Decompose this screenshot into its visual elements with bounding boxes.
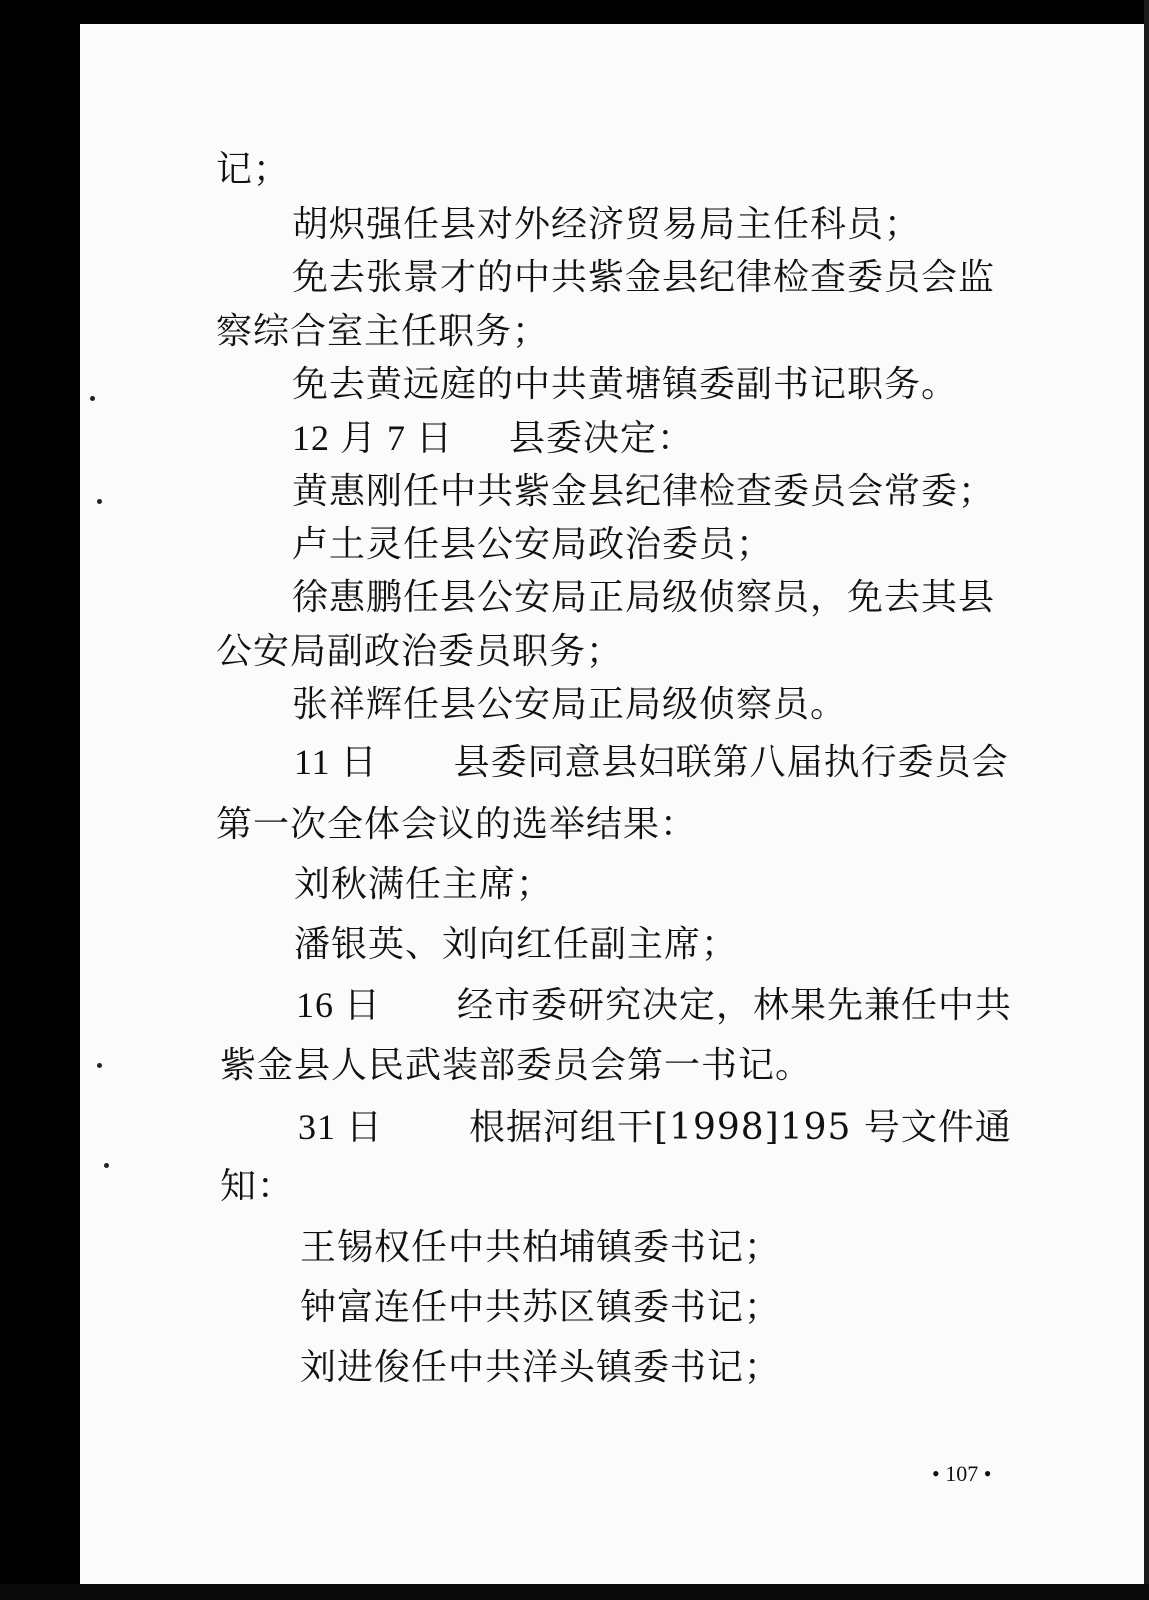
text-line: 第一次全体会议的选举结果：: [216, 804, 698, 845]
scan-speck: [90, 396, 95, 401]
text-line: 紫金县人民武装部委员会第一书记。: [220, 1045, 813, 1086]
dated-entry: [292, 418, 694, 459]
entry-date: 11 日: [294, 742, 378, 782]
scan-edge-right: [1144, 0, 1149, 1600]
text-line: 免去张景才的中共紫金县纪律检查委员会监: [292, 257, 996, 298]
scan-speck: [104, 1163, 109, 1168]
entry-text: 县委同意县妇联第八届执行委员会: [453, 742, 1009, 783]
page-number: • 107 •: [932, 1461, 992, 1486]
text-line: 察综合室主任职务；: [216, 311, 550, 352]
text-line: 钟富连任中共苏区镇委书记；: [300, 1287, 782, 1328]
entry-date: 16 日: [296, 985, 382, 1025]
text-line: 王锡权任中共柏埔镇委书记；: [300, 1227, 782, 1268]
entry-text: 根据河组干[1998]195 号文件通: [469, 1107, 1012, 1148]
text-line: 卢土灵任县公安局政治委员；: [292, 524, 774, 565]
text-line: 潘银英、刘向红任副主席；: [294, 924, 739, 965]
dated-entry: [294, 742, 1009, 783]
entry-date: 12 月 7 日: [292, 418, 454, 458]
text-line: 免去黄远庭的中共黄塘镇委副书记职务。: [292, 364, 959, 405]
entry-text: 县委决定：: [509, 418, 695, 459]
scan-speck: [97, 1063, 102, 1068]
entry-text: 经市委研究决定，林果先兼任中共: [457, 985, 1013, 1026]
text-line: 知：: [220, 1166, 295, 1207]
text-line: 黄惠刚任中共紫金县纪律检查委员会常委；: [292, 471, 996, 512]
text-line: 公安局副政治委员职务；: [216, 631, 624, 672]
text-line: 徐惠鹏任县公安局正局级侦察员，免去其县: [292, 577, 996, 618]
text-line: 胡炽强任县对外经济贸易局主任科员；: [292, 204, 922, 245]
scan-speck: [97, 499, 102, 504]
text-line: 记；: [216, 149, 291, 190]
text-line: 张祥辉任县公安局正局级侦察员。: [292, 684, 848, 725]
dated-entry: [296, 985, 1012, 1026]
text-line: 刘进俊任中共洋头镇委书记；: [300, 1347, 782, 1388]
entry-date: 31 日: [298, 1107, 384, 1147]
dated-entry: [298, 1107, 1012, 1148]
scan-edge-bottom: [0, 1584, 1149, 1600]
text-line: 刘秋满任主席；: [294, 864, 554, 905]
